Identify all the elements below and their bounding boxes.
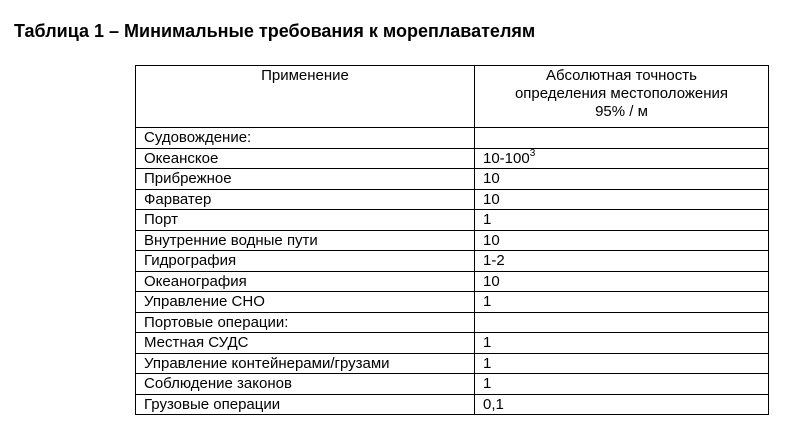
table-title: Таблица 1 – Минимальные требования к мореплавателям bbox=[14, 21, 536, 41]
table-row bbox=[136, 148, 769, 169]
row-label: Океанское bbox=[136, 148, 475, 169]
accuracy-value: 10-100 bbox=[483, 149, 530, 167]
row-label: Соблюдение законов bbox=[136, 374, 475, 395]
table-row bbox=[136, 333, 769, 354]
accuracy-value: 1 bbox=[483, 293, 492, 310]
row-label: Грузовые операции bbox=[136, 394, 475, 415]
table-header-row bbox=[136, 66, 769, 128]
row-accuracy-value bbox=[475, 292, 769, 313]
header-accuracy-line: 95% / м bbox=[595, 103, 648, 120]
accuracy-value: 1 bbox=[483, 334, 492, 351]
accuracy-value: 10 bbox=[483, 272, 500, 290]
table-row bbox=[136, 189, 769, 210]
table-row bbox=[136, 169, 769, 190]
accuracy-value: 1 bbox=[483, 354, 492, 372]
accuracy-value: 1 bbox=[483, 211, 492, 228]
table-row bbox=[136, 394, 769, 415]
row-accuracy-value bbox=[475, 333, 769, 354]
row-accuracy-value bbox=[475, 148, 769, 169]
requirements-table bbox=[135, 65, 769, 415]
accuracy-value: 10 bbox=[483, 190, 500, 208]
table-row bbox=[136, 292, 769, 313]
accuracy-value: 10 bbox=[483, 170, 500, 187]
table-row bbox=[136, 251, 769, 272]
row-label: Гидрография bbox=[136, 251, 475, 272]
table-row bbox=[136, 271, 769, 292]
table-row bbox=[136, 230, 769, 251]
table-row bbox=[136, 374, 769, 395]
accuracy-value: 1 bbox=[483, 375, 492, 392]
header-application: Применение bbox=[136, 66, 475, 128]
row-label: Управление СНО bbox=[136, 292, 475, 313]
row-label: Судовождение: bbox=[136, 128, 475, 149]
row-label: Управление контейнерами/грузами bbox=[136, 353, 475, 374]
row-label: Портовые операции: bbox=[136, 312, 475, 333]
header-accuracy bbox=[475, 66, 769, 128]
table-body bbox=[136, 128, 769, 415]
row-accuracy-value bbox=[475, 210, 769, 231]
row-accuracy-value bbox=[475, 251, 769, 272]
row-accuracy-value bbox=[475, 271, 769, 292]
row-accuracy-value bbox=[475, 312, 769, 333]
row-label: Фарватер bbox=[136, 189, 475, 210]
table-row bbox=[136, 312, 769, 333]
row-accuracy-value bbox=[475, 394, 769, 415]
accuracy-exponent: 3 bbox=[529, 147, 536, 159]
row-accuracy-value bbox=[475, 169, 769, 190]
row-accuracy-value bbox=[475, 189, 769, 210]
row-accuracy-value bbox=[475, 353, 769, 374]
header-accuracy-line: Абсолютная точность bbox=[546, 67, 697, 84]
row-label: Океанография bbox=[136, 271, 475, 292]
row-accuracy-value bbox=[475, 128, 769, 149]
row-label: Местная СУДС bbox=[136, 333, 475, 354]
accuracy-value: 0,1 bbox=[483, 395, 504, 413]
table-row bbox=[136, 353, 769, 374]
row-label: Прибрежное bbox=[136, 169, 475, 190]
accuracy-value: 1-2 bbox=[483, 252, 505, 269]
header-accuracy-line: определения местоположения bbox=[514, 85, 729, 102]
row-label: Внутренние водные пути bbox=[136, 230, 475, 251]
table-row bbox=[136, 128, 769, 149]
accuracy-value: 10 bbox=[483, 231, 500, 249]
table-row bbox=[136, 210, 769, 231]
row-label: Порт bbox=[136, 210, 475, 231]
row-accuracy-value bbox=[475, 230, 769, 251]
row-accuracy-value bbox=[475, 374, 769, 395]
